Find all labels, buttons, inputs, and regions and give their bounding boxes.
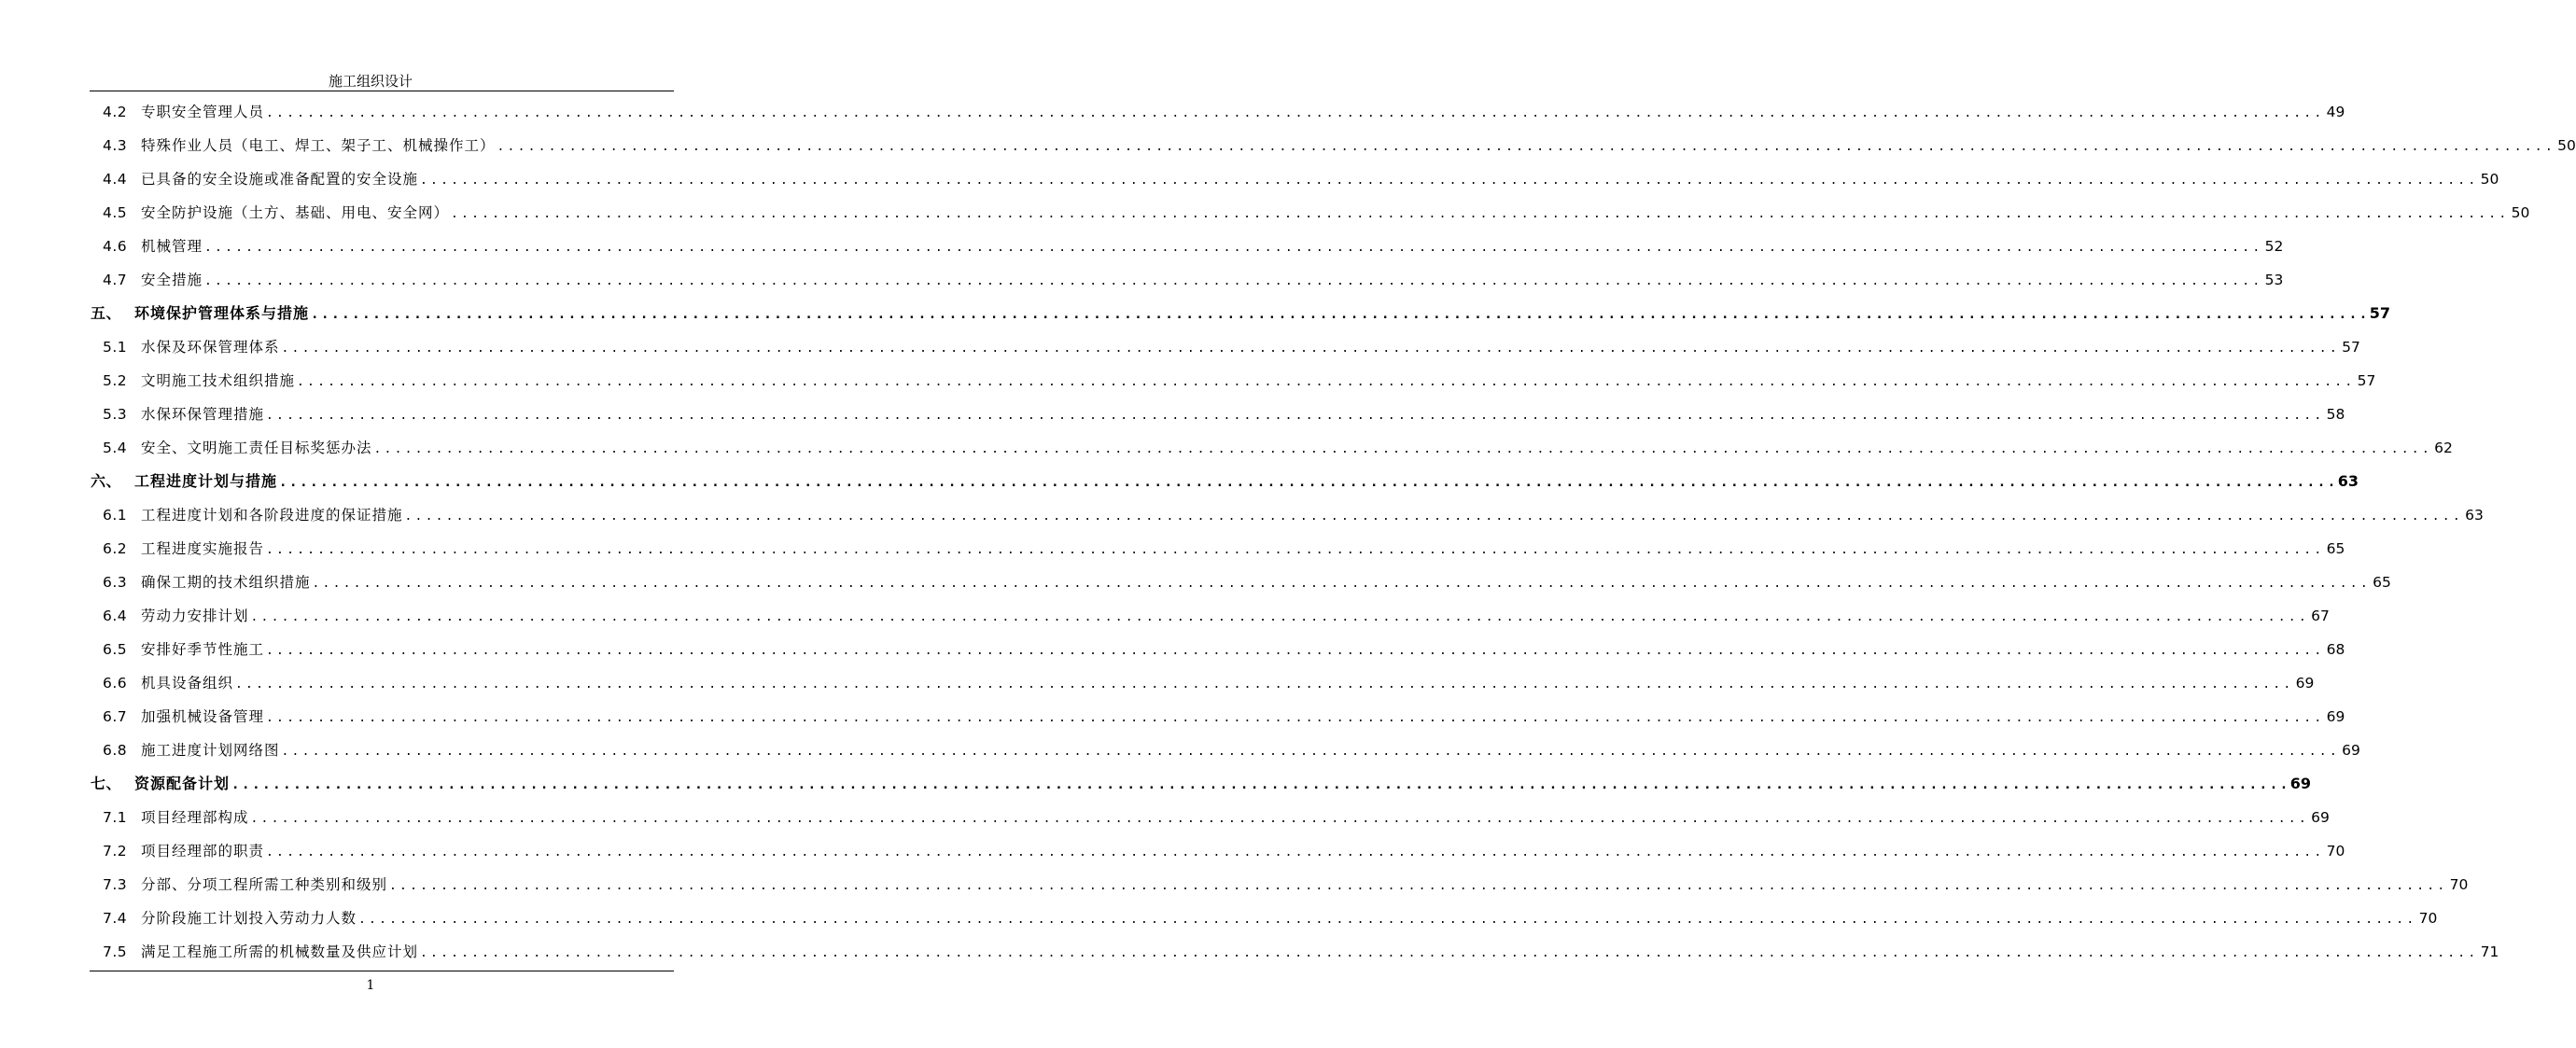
toc-entry-page: 69 [2295,675,2315,692]
toc-dot-leader: ........................................................................................................................................................................................................ [451,207,2510,221]
toc-entry-title: 工程进度计划和各阶段进度的保证措施 [141,507,403,524]
toc-entry[interactable] [103,504,2484,526]
toc-entry-number: 7.1 [103,809,128,826]
toc-entry-number: 六、 [91,472,122,490]
toc-entry-title: 工程进度计划与措施 [134,472,278,490]
toc-entry-page: 57 [2369,304,2391,322]
toc-entry[interactable] [103,437,2453,459]
toc-entry[interactable] [103,101,2345,123]
toc-entry[interactable] [103,672,2315,694]
page-number: 1 [366,978,375,993]
toc-entry-number: 5.3 [103,406,128,423]
toc-dot-leader: ........................................................................................................................................................................................................ [235,678,2294,692]
toc-entry-page: 70 [2418,910,2438,927]
toc-dot-leader: ........................................................................................................................................................................................................ [266,409,2325,423]
toc-entry[interactable] [103,403,2345,426]
toc-entry-page: 50 [2480,171,2499,188]
toc-entry-number: 6.1 [103,507,128,524]
toc-dot-leader: ........................................................................................................................................................................................................ [497,140,2555,154]
toc-entry-title: 文明施工技术组织措施 [141,372,296,389]
toc-entry-title: 机械管理 [141,238,203,255]
toc-dot-leader: ........................................................................................................................................................................................................ [266,845,2325,859]
toc-entry-number: 4.4 [103,171,128,188]
toc-entry[interactable] [103,168,2499,190]
toc-entry-number: 5.1 [103,339,128,356]
toc-dot-leader: ........................................................................................................................................................................................................ [250,812,2309,826]
toc-entry-title: 分部、分项工程所需工种类别和级别 [141,876,388,893]
toc-dot-leader: ........................................................................................................................................................................................................ [312,577,2371,591]
toc-entry-page: 50 [2557,137,2576,154]
toc-entry-number: 6.4 [103,608,128,624]
toc-entry[interactable] [103,235,2284,258]
toc-entry[interactable] [103,605,2330,627]
toc-entry-number: 6.2 [103,540,128,557]
toc-entry-page: 71 [2480,943,2499,960]
toc-entry[interactable] [103,336,2360,358]
toc-entry-page: 63 [2465,507,2484,524]
toc-entry-number: 7.4 [103,910,128,927]
toc-dot-leader: ........................................................................................................................................................................................................ [420,946,2479,960]
toc-entry-page: 58 [2326,406,2345,423]
toc-entry[interactable] [103,134,2576,157]
toc-dot-leader: ........................................................................................................................................................................................................ [358,913,2417,927]
toc-entry-title: 安排好季节性施工 [141,641,265,658]
toc-entry-title: 工程进度实施报告 [141,540,265,557]
toc-entry-title: 已具备的安全设施或准备配置的安全设施 [141,171,419,188]
toc-entry-title: 特殊作业人员（电工、焊工、架子工、机械操作工） [141,137,496,154]
toc-entry-page: 65 [2326,540,2345,557]
toc-entry-page: 52 [2264,238,2284,255]
toc-entry-number: 4.5 [103,204,128,221]
toc-entry-page: 69 [2342,742,2360,759]
toc-entry-number: 6.6 [103,675,128,692]
toc-entry-page: 69 [2326,708,2345,725]
toc-dot-leader: ........................................................................................................................................................................................................ [297,375,2356,389]
toc-entry-title: 机具设备组织 [141,675,234,692]
toc-dot-leader: ........................................................................................................................................................................................................ [279,475,2338,490]
toc-dot-leader: ........................................................................................................................................................................................................ [250,610,2309,624]
toc-chapter-entry[interactable] [91,302,2391,325]
toc-entry-page: 67 [2311,608,2330,624]
toc-dot-leader: ........................................................................................................................................................................................................ [266,106,2325,120]
toc-entry-number: 6.7 [103,708,128,725]
toc-entry-page: 62 [2434,440,2453,456]
toc-entry-page: 49 [2326,104,2345,120]
toc-entry-page: 57 [2357,372,2376,389]
toc-entry-page: 57 [2342,339,2360,356]
toc-dot-leader: ........................................................................................................................................................................................................ [204,241,2263,255]
toc-entry[interactable] [103,706,2345,728]
toc-dot-leader: ........................................................................................................................................................................................................ [266,644,2325,658]
toc-entry-title: 安全措施 [141,272,203,288]
toc-entry-title: 加强机械设备管理 [141,708,265,725]
toc-entry-page: 53 [2264,272,2284,288]
toc-dot-leader: ........................................................................................................................................................................................................ [281,342,2340,356]
toc-entry-number: 4.3 [103,137,128,154]
toc-entry-page: 70 [2449,876,2469,893]
toc-entry-page: 69 [2311,809,2330,826]
toc-dot-leader: ........................................................................................................................................................................................................ [373,442,2432,456]
toc-entry-title: 项目经理部构成 [141,809,249,826]
toc-entry-title: 施工进度计划网络图 [141,742,280,759]
toc-entry-page: 65 [2373,574,2391,591]
toc-entry[interactable] [103,873,2469,896]
toc-entry[interactable] [103,638,2345,661]
toc-entry-number: 4.2 [103,104,128,120]
toc-entry-number: 五、 [91,304,122,322]
toc-entry[interactable] [103,269,2284,291]
toc-entry-number: 4.6 [103,238,128,255]
toc-entry-page: 63 [2337,472,2359,490]
toc-entry-title: 水保环保管理措施 [141,406,265,423]
toc-entry[interactable] [103,806,2330,829]
toc-entry-title: 水保及环保管理体系 [141,339,280,356]
toc-entry-title: 分阶段施工计划投入劳动力人数 [141,910,357,927]
page-header-title: 施工组织设计 [328,73,413,90]
toc-entry-title: 确保工期的技术组织措施 [141,574,311,591]
toc-dot-leader: ........................................................................................................................................................................................................ [311,307,2370,322]
toc-entry[interactable] [103,202,2530,224]
toc-entry-title: 安全防护设施（土方、基础、用电、安全网） [141,204,450,221]
toc-entry-title: 劳动力安排计划 [141,608,249,624]
toc-entry-title: 环境保护管理体系与措施 [134,304,310,322]
toc-entry-number: 7.5 [103,943,128,960]
toc-dot-leader: ........................................................................................................................................................................................................ [420,174,2479,188]
toc-entry[interactable] [103,941,2499,963]
toc-entry-page: 68 [2326,641,2345,658]
toc-entry[interactable] [103,538,2345,560]
toc-entry-number: 6.3 [103,574,128,591]
toc-entry-page: 69 [2289,775,2312,792]
toc-entry-page: 70 [2326,843,2345,859]
toc-entry-number: 7.2 [103,843,128,859]
toc-dot-leader: ........................................................................................................................................................................................................ [266,543,2325,557]
toc-entry[interactable] [103,571,2391,594]
toc-dot-leader: ........................................................................................................................................................................................................ [266,711,2325,725]
toc-entry-number: 6.5 [103,641,128,658]
toc-entry-number: 5.4 [103,440,128,456]
toc-entry-number: 5.2 [103,372,128,389]
toc-dot-leader: ........................................................................................................................................................................................................ [389,879,2448,893]
toc-entry-number: 7.3 [103,876,128,893]
toc-entry-title: 项目经理部的职责 [141,843,265,859]
toc-chapter-entry[interactable] [91,773,2312,795]
toc-dot-leader: ........................................................................................................................................................................................................ [231,777,2290,792]
toc-entry-page: 50 [2511,204,2530,221]
toc-entry[interactable] [103,739,2360,762]
toc-entry-number: 七、 [91,775,122,792]
toc-entry-number: 6.8 [103,742,128,759]
toc-entry[interactable] [103,907,2438,929]
toc-entry-title: 专职安全管理人员 [141,104,265,120]
toc-dot-leader: ........................................................................................................................................................................................................ [281,745,2340,759]
toc-entry[interactable] [103,370,2376,392]
toc-entry-title: 安全、文明施工责任目标奖惩办法 [141,440,372,456]
toc-dot-leader: ........................................................................................................................................................................................................ [404,510,2463,524]
toc-entry-number: 4.7 [103,272,128,288]
toc-entry[interactable] [103,840,2345,862]
toc-entry-title: 满足工程施工所需的机械数量及供应计划 [141,943,419,960]
toc-entry-title: 资源配备计划 [134,775,231,792]
toc-dot-leader: ........................................................................................................................................................................................................ [204,274,2263,288]
toc-chapter-entry[interactable] [91,470,2359,493]
